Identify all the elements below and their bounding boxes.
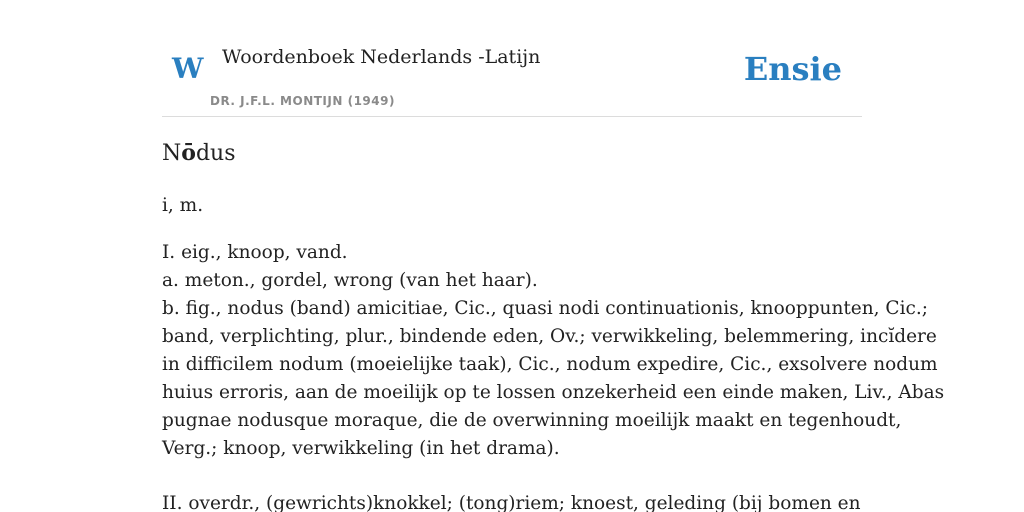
dictionary-author: DR. J.F.L. MONTIJN (1949) xyxy=(210,94,395,108)
ensie-logo-link[interactable]: Ensie xyxy=(743,50,842,88)
dictionary-title[interactable]: Woordenboek Nederlands -Latijn xyxy=(222,46,541,68)
definition-line: huius erroris, aan de moeilijk op te lossen onzekerheid een einde maken, Liv., Abas xyxy=(162,382,945,403)
dictionary-logo-icon: W xyxy=(172,52,204,85)
definition-line: I. eig., knoop, vand. xyxy=(162,242,348,263)
dictionary-header xyxy=(162,0,862,117)
definition-line: in difficilem nodum (moeielijke taak), Cic., nodum expedire, Cic., exsolvere nodum xyxy=(162,354,938,375)
entry-definitions-part-2 xyxy=(162,490,872,512)
entry-grammar: i, m. xyxy=(162,195,204,216)
definition-line: b. fig., nodus (band) amicitiae, Cic., quasi nodi continuationis, knooppunten, Cic.; xyxy=(162,298,928,319)
entry-headword xyxy=(162,140,235,166)
definition-line: pugnae nodusque moraque, die de overwinning moeilijk maakt en tegenhoudt, xyxy=(162,410,902,431)
definition-line: Verg.; knoop, verwikkeling (in het drama). xyxy=(162,438,560,459)
entry-definitions xyxy=(162,239,945,463)
definition-line: a. meton., gordel, wrong (van het haar). xyxy=(162,270,538,291)
headword-prefix: N xyxy=(162,141,182,166)
definition-line: II. overdr., (gewrichts)knokkel; (tong)riem; knoest, geleding (bij bomen en xyxy=(162,493,861,512)
headword-accent: ō xyxy=(181,140,196,166)
definition-line: band, verplichting, plur., bindende eden, Ov.; verwikkeling, belemmering, incĭdere xyxy=(162,326,937,347)
headword-suffix: dus xyxy=(195,141,236,166)
